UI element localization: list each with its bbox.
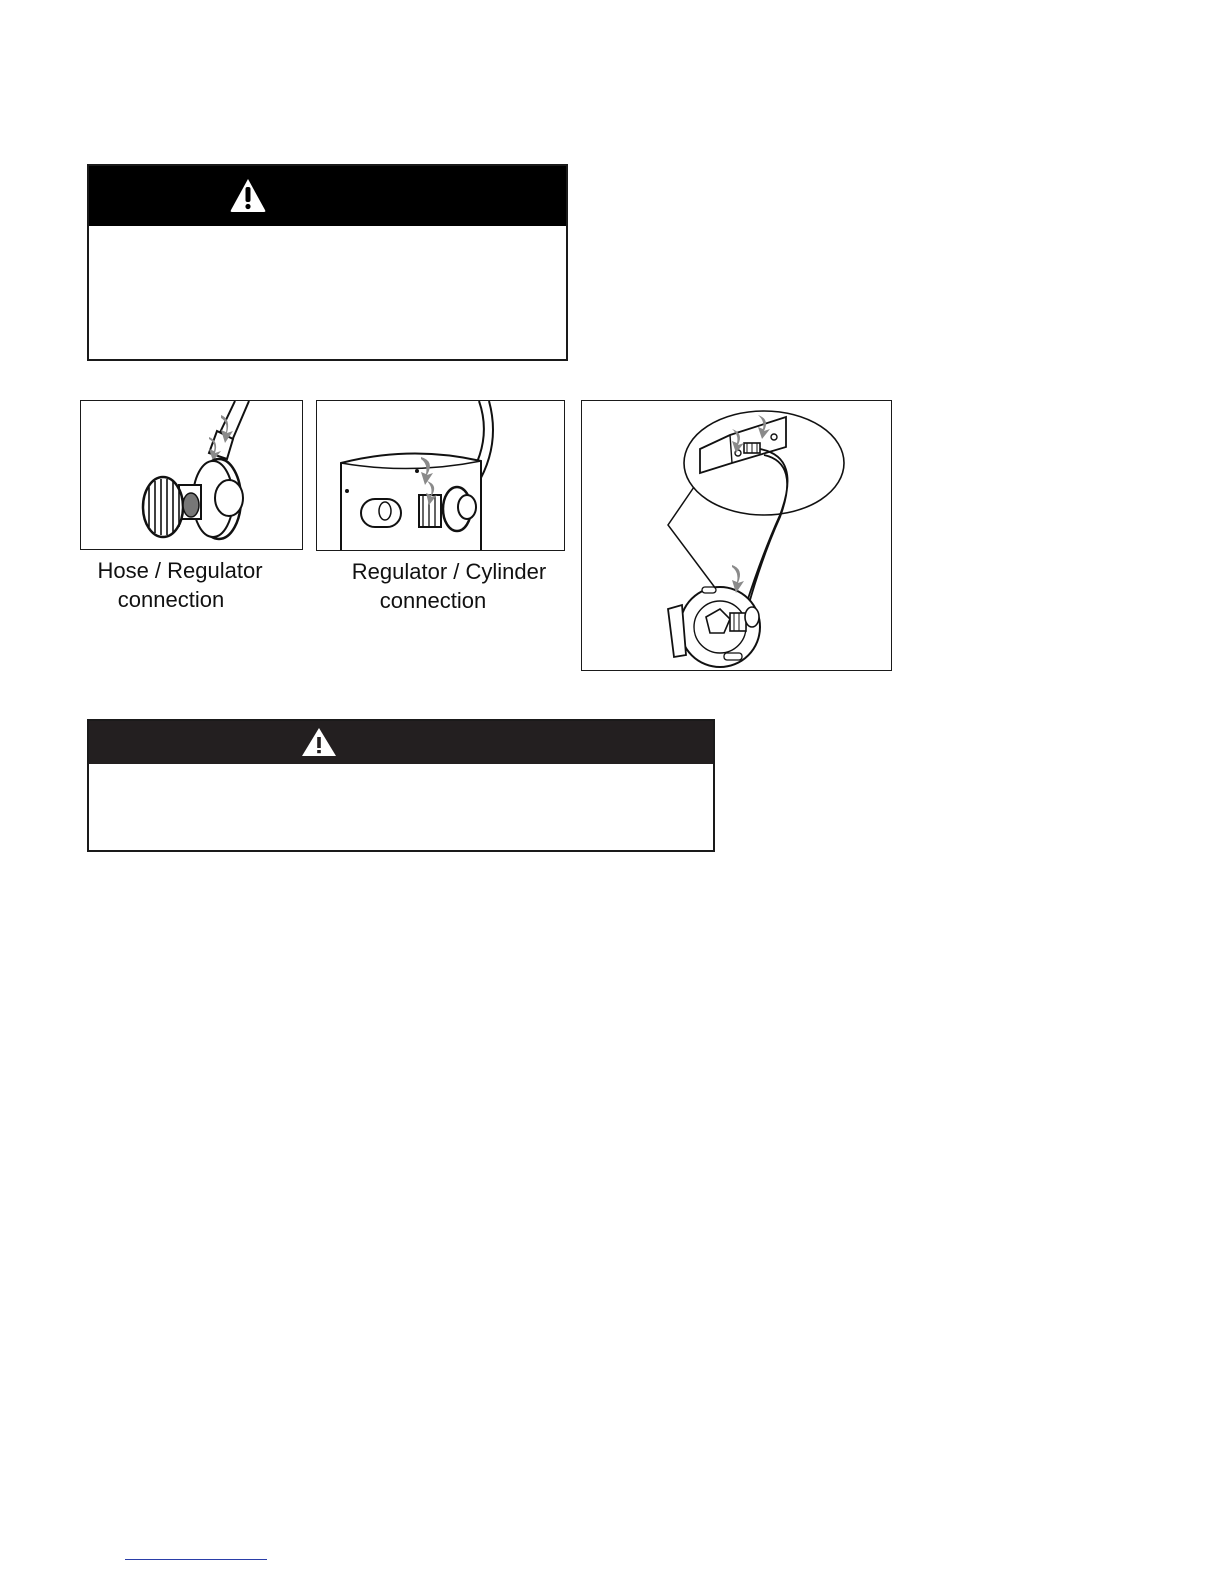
regulator-cylinder-illustration: [317, 401, 565, 551]
figure-caption-regulator-cylinder: [336, 557, 562, 615]
caption-line: connection: [117, 587, 225, 612]
caption-line: Regulator / Cylinder: [351, 559, 547, 584]
caption-line: connection: [379, 588, 487, 613]
footer-rule: [125, 1559, 267, 1560]
caption-line: Hose / Regulator: [97, 558, 263, 583]
warning-header-top: [89, 166, 566, 226]
figure-hose-regulator: [80, 400, 303, 550]
hose-regulator-illustration: [81, 401, 303, 550]
warning-box-bottom: [87, 719, 715, 852]
figure-regulator-cylinder: [316, 400, 565, 551]
hose-burner-cylinder-illustration: [582, 401, 892, 671]
figure-hose-burner-cylinder: [581, 400, 892, 671]
figure-caption-hose-regulator: [82, 556, 278, 614]
warning-triangle-icon: [301, 727, 337, 757]
warning-header-bottom: [89, 721, 713, 764]
warning-box-top: [87, 164, 568, 361]
warning-triangle-icon: [229, 177, 267, 213]
